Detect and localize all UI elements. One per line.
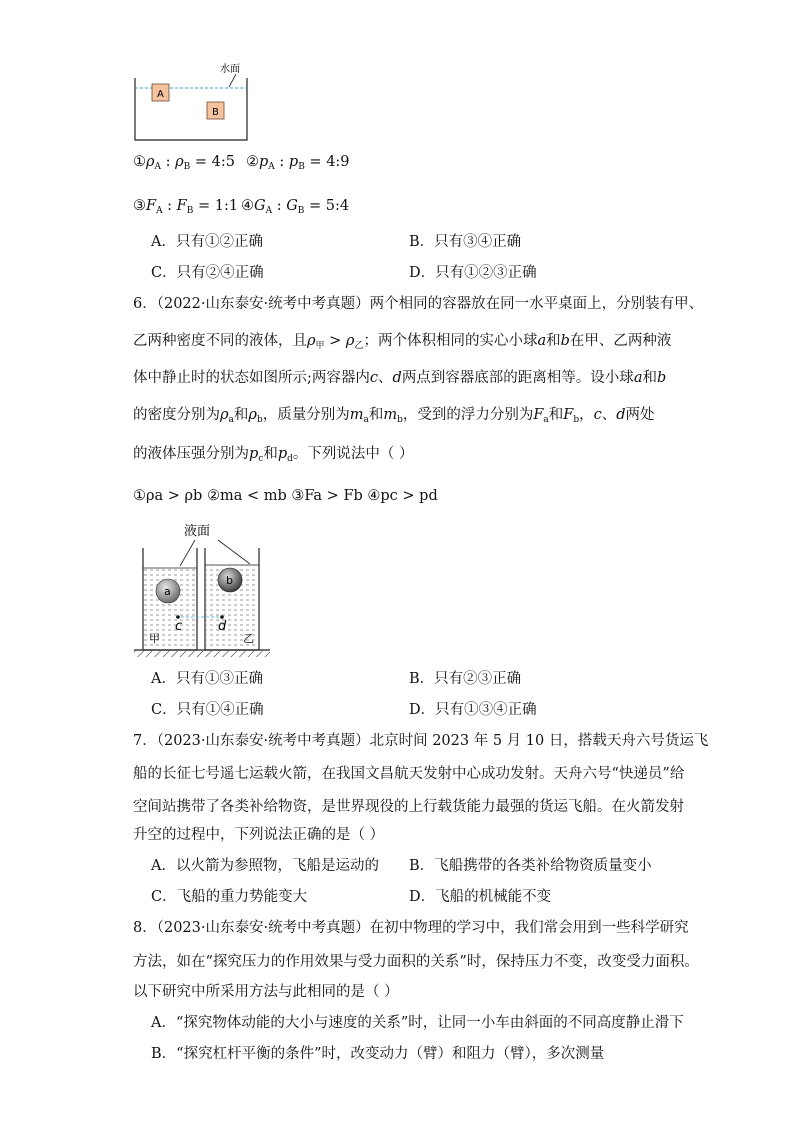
q5-option-b[interactable]: B．只有③④正确: [409, 234, 522, 250]
q8-option-b[interactable]: B．“探究杠杆平衡的条件”时，改变动力（臂）和阻力（臂），多次测量: [151, 1046, 605, 1062]
q5-statement-4: $④G_A$ : $G_B$ = 5:4: [241, 198, 350, 216]
ball-b-label: b: [226, 574, 233, 587]
q6-stem-line-5: 的液体压强分别为$p_c$和$p_d$。下列说法中（ ）: [133, 446, 414, 464]
q7-stem-line-3: 空间站携带了各类补给物资，是世界现役的上行载货能力最强的货运飞船。在火箭发射: [133, 799, 684, 815]
q6-stem-line-3: 体中静止时的状态如图所示;两容器内c、d两点到容器底部的距离相等。设小球a和b: [133, 370, 667, 386]
q5-statement-3: $③F_A$ : $F_B$ = 1:1: [133, 198, 239, 216]
point-d-label: d: [218, 619, 227, 634]
q8-stem-line-2: 方法，如在“探究压力的作用效果与受力面积的关系”时，保持压力不变，改变受力面积。: [133, 954, 699, 970]
q7-option-a[interactable]: A．以火箭为参照物，飞船是运动的: [151, 858, 379, 874]
q6-option-d[interactable]: D．只有①③④正确: [409, 702, 537, 718]
q7-stem-line-1: 7．（2023·山东泰安·统考中考真题）北京时间 2023 年 5 月 10 日，搭载天舟六号货运飞: [133, 733, 709, 749]
q7-option-d[interactable]: D．飞船的机械能不变: [409, 889, 552, 905]
q8-stem-line-1: 8．（2023·山东泰安·统考中考真题）在初中物理的学习中，我们常会用到一些科学研究: [133, 920, 689, 936]
floating-blocks-figure: [128, 58, 258, 144]
q6-stem-line-2: 乙两种密度不同的液体，且$\rho_甲 > \rho_乙$；两个体积相同的实心小球a和b在甲、乙两种液: [133, 333, 672, 351]
q6-stem-line-4: 的密度分别为$\rho_a$和$\rho_b$，质量分别为$m_a$和$m_b$，受到的浮力分别为$F_a$和$F_b$，c、d两处: [133, 407, 655, 425]
point-c-label: c: [175, 619, 183, 634]
q5-statement-2: $②p_A$ : $p_B$ = 4:9: [246, 154, 350, 172]
q6-option-c[interactable]: C．只有①④正确: [151, 702, 264, 718]
q6-stem-line-1: 6．（2022·山东泰安·统考中考真题）两个相同的容器放在同一水平桌面上，分别装有甲、: [133, 296, 704, 312]
ball-a-label: a: [164, 585, 171, 598]
liquid-surface-label: 液面: [184, 524, 211, 539]
q8-option-a[interactable]: A．“探究物体动能的大小与速度的关系”时，让同一小车由斜面的不同高度静止滑下: [151, 1015, 684, 1031]
q5-statement-1: $①\rho_A$ : $\rho_B$ = 4:5: [133, 154, 236, 172]
q5-option-c[interactable]: C．只有②④正确: [151, 265, 264, 281]
q7-stem-line-4: 升空的过程中，下列说法正确的是（ ）: [133, 827, 385, 843]
q5-option-d[interactable]: D．只有①②③正确: [409, 265, 537, 281]
q7-option-b[interactable]: B．飞船携带的各类补给物资质量变小: [409, 858, 652, 874]
q7-stem-line-2: 船的长征七号遥七运载火箭，在我国文昌航天发射中心成功发射。天舟六号“快递员”给: [133, 766, 685, 782]
q5-option-a[interactable]: A．只有①②正确: [151, 234, 263, 250]
container-yi-label: 乙: [243, 632, 254, 645]
q6-option-a[interactable]: A．只有①③正确: [151, 671, 263, 687]
q7-option-c[interactable]: C．飞船的重力势能变大: [151, 889, 308, 905]
container-jia-label: 甲: [149, 632, 160, 645]
q6-option-b[interactable]: B．只有②③正确: [409, 671, 522, 687]
block-b-label: B: [212, 107, 219, 118]
q6-statements: ①ρa > ρb ②ma < mb ③Fa > Fb ④pc > pd: [133, 488, 438, 504]
water-surface-label: 水面: [220, 64, 240, 75]
block-a-label: A: [157, 89, 164, 100]
two-containers-figure: [132, 518, 274, 660]
q8-stem-line-3: 以下研究中所采用方法与此相同的是（ ）: [133, 984, 399, 1000]
